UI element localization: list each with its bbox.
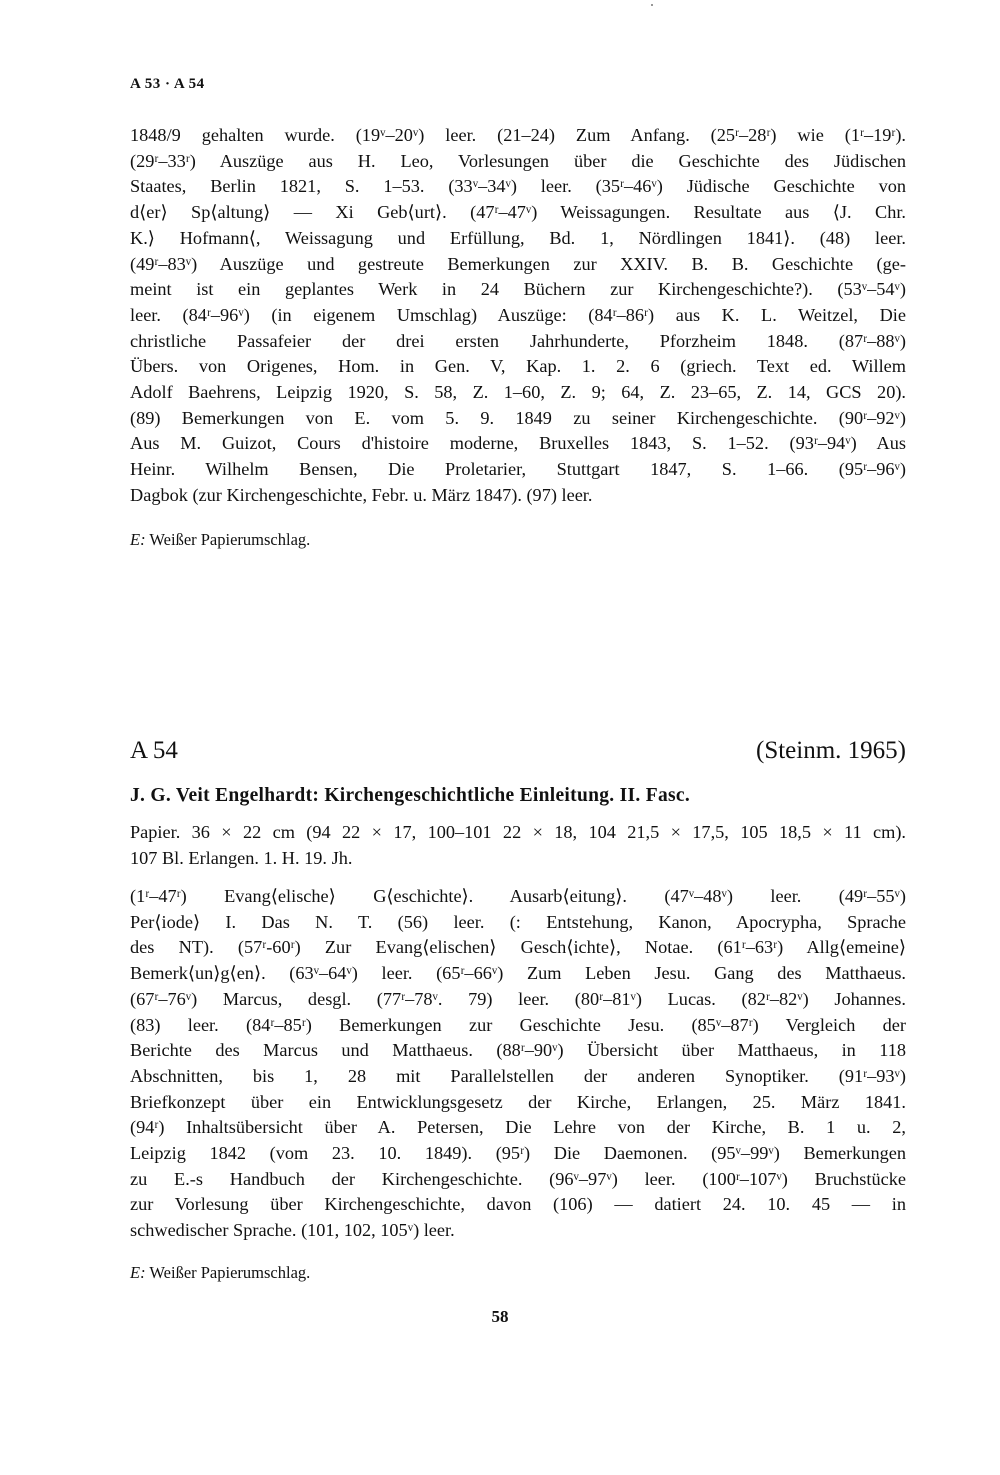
note-label: E: xyxy=(130,1263,146,1282)
text-line: d⟨er⟩ Sp⟨altung⟩ — Xi Geb⟨urt⟩. (47ʳ–47ᵛ) Weissagungen. Resultate aus ⟨J. Chr. xyxy=(130,202,906,223)
text-line: Briefkonzept über ein Entwicklungsgesetz der Kirche, Erlangen, 25. März 1841. xyxy=(130,1091,906,1112)
text-line: (1ʳ–47ʳ) Evang⟨elische⟩ G⟨eschichte⟩. Ausarb⟨eitung⟩. (47ᵛ–48ᵛ) leer. (49ʳ–55ᵛ) xyxy=(130,886,906,906)
physical-description xyxy=(130,820,906,871)
text-line: Aus M. Guizot, Cours d'histoire moderne, Bruxelles 1843, S. 1–52. (93ʳ–94ᵛ) Aus xyxy=(130,433,906,454)
text-line: zu E.-s Handbuch der Kirchengeschichte. (96ᵛ–97ᵛ) leer. (100ʳ–107ᵛ) Bruchstücke xyxy=(130,1168,906,1189)
binding-note xyxy=(130,1263,310,1283)
text-line: Adolf Baehrens, Leipzig 1920, S. 58, Z. 1–60, Z. 9; 64, Z. 23–65, Z. 14, GCS 20). xyxy=(130,382,906,403)
text-line: Leipzig 1842 (vom 23. 10. 1849). (95ʳ) Die Daemonen. (95ᵛ–99ᵛ) Bemerkungen xyxy=(130,1143,906,1164)
entry-a53-continuation xyxy=(130,123,906,509)
entry-a54-contents xyxy=(130,884,906,1244)
page-number: 58 xyxy=(491,1307,509,1326)
text-line: schwedischer Sprache. (101, 102, 105ᵛ) leer. xyxy=(130,1220,455,1241)
section-heading xyxy=(130,737,906,765)
text-line: (83) leer. (84ʳ–85ʳ) Bemerkungen zur Geschichte Jesu. (85ᵛ–87ʳ) Vergleich der xyxy=(130,1014,906,1035)
scan-speck xyxy=(651,4,653,6)
text-line: meint ist ein geplantes Werk in 24 Büchern zur Kirchengeschichte?). (53ᵛ–54ᵛ) xyxy=(130,279,906,300)
text-line: (94ʳ) Inhaltsübersicht über A. Petersen, Die Lehre von der Kirche, B. 1 u. 2, xyxy=(130,1117,906,1138)
text-line: (67ʳ–76ᵛ) Marcus, desgl. (77ʳ–78ᵛ. 79) leer. (80ʳ–81ᵛ) Lucas. (82ʳ–82ᵛ) Johannes. xyxy=(130,988,906,1009)
text-line: Papier. 36 × 22 cm (94 22 × 17, 100–101 22 × 18, 104 21,5 × 17,5, 105 18,5 × 11 cm). xyxy=(130,822,906,842)
text-line: Berichte des Marcus und Matthaeus. (88ʳ–90ᵛ) Übersicht über Matthaeus, in 118 xyxy=(130,1040,906,1061)
text-line: Per⟨iode⟩ I. Das N. T. (56) leer. (: Entstehung, Kanon, Apocrypha, Sprache xyxy=(130,911,906,932)
text-line: Bemerk⟨un⟩g⟨en⟩. (63ᵛ–64ᵛ) leer. (65ʳ–66ᵛ) Zum Leben Jesu. Gang des Matthaeus. xyxy=(130,963,906,984)
text-line: zur Vorlesung über Kirchengeschichte, davon (106) — datiert 24. 10. 45 — in xyxy=(130,1194,906,1215)
text-line: K.⟩ Hofmann⟨, Weissagung und Erfüllung, Bd. 1, Nördlingen 1841⟩. (48) leer. xyxy=(130,227,906,248)
running-head: A 53 · A 54 xyxy=(130,76,205,92)
note-label: E: xyxy=(130,530,146,549)
text-line: Abschnitten, bis 1, 28 mit Parallelstellen der anderen Synoptiker. (91ʳ–93ᵛ) xyxy=(130,1065,906,1086)
text-line: Staates, Berlin 1821, S. 1–53. (33ᵛ–34ᵛ) leer. (35ʳ–46ᵛ) Jüdische Geschichte von xyxy=(130,176,906,197)
binding-note xyxy=(130,530,310,550)
section-reference: (Steinm. 1965) xyxy=(756,737,906,764)
text-line: 1848/9 gehalten wurde. (19ᵛ–20ᵛ) leer. (21–24) Zum Anfang. (25ʳ–28ʳ) wie (1ʳ–19ʳ). xyxy=(130,125,906,145)
entry-title: J. G. Veit Engelhardt: Kirchengeschichtliche Einleitung. II. Fasc. xyxy=(130,785,691,806)
text-line: Übers. von Origenes, Hom. in Gen. V, Kap. 1. 2. 6 (griech. Text ed. Willem xyxy=(130,356,906,377)
section-id: A 54 xyxy=(130,737,178,764)
text-line: (49ʳ–83ᵛ) Auszüge und gestreute Bemerkungen zur XXIV. B. B. Geschichte (ge- xyxy=(130,253,906,274)
note-text: Weißer Papierumschlag. xyxy=(149,1263,311,1282)
text-line: (89) Bemerkungen von E. vom 5. 9. 1849 zu seiner Kirchengeschichte. (90ʳ–92ᵛ) xyxy=(130,407,906,428)
text-line: (29ʳ–33ʳ) Auszüge aus H. Leo, Vorlesungen über die Geschichte des Jüdischen xyxy=(130,150,906,171)
text-line: christliche Passafeier der drei ersten Jahrhunderte, Pforzheim 1848. (87ʳ–88ᵛ) xyxy=(130,330,906,351)
text-line: des NT). (57ʳ-60ʳ) Zur Evang⟨elischen⟩ Gesch⟨ichte⟩, Notae. (61ʳ–63ʳ) Allg⟨emeine⟩ xyxy=(130,937,906,958)
text-line: Dagbok (zur Kirchengeschichte, Febr. u. März 1847). (97) leer. xyxy=(130,484,593,505)
text-line: Heinr. Wilhelm Bensen, Die Proletarier, Stuttgart 1847, S. 1–66. (95ʳ–96ᵛ) xyxy=(130,459,906,480)
text-line: leer. (84ʳ–96ᵛ) (in eigenem Umschlag) Auszüge: (84ʳ–86ʳ) aus K. L. Weitzel, Die xyxy=(130,304,906,325)
note-text: Weißer Papierumschlag. xyxy=(149,530,311,549)
text-line: 107 Bl. Erlangen. 1. H. 19. Jh. xyxy=(130,847,353,868)
